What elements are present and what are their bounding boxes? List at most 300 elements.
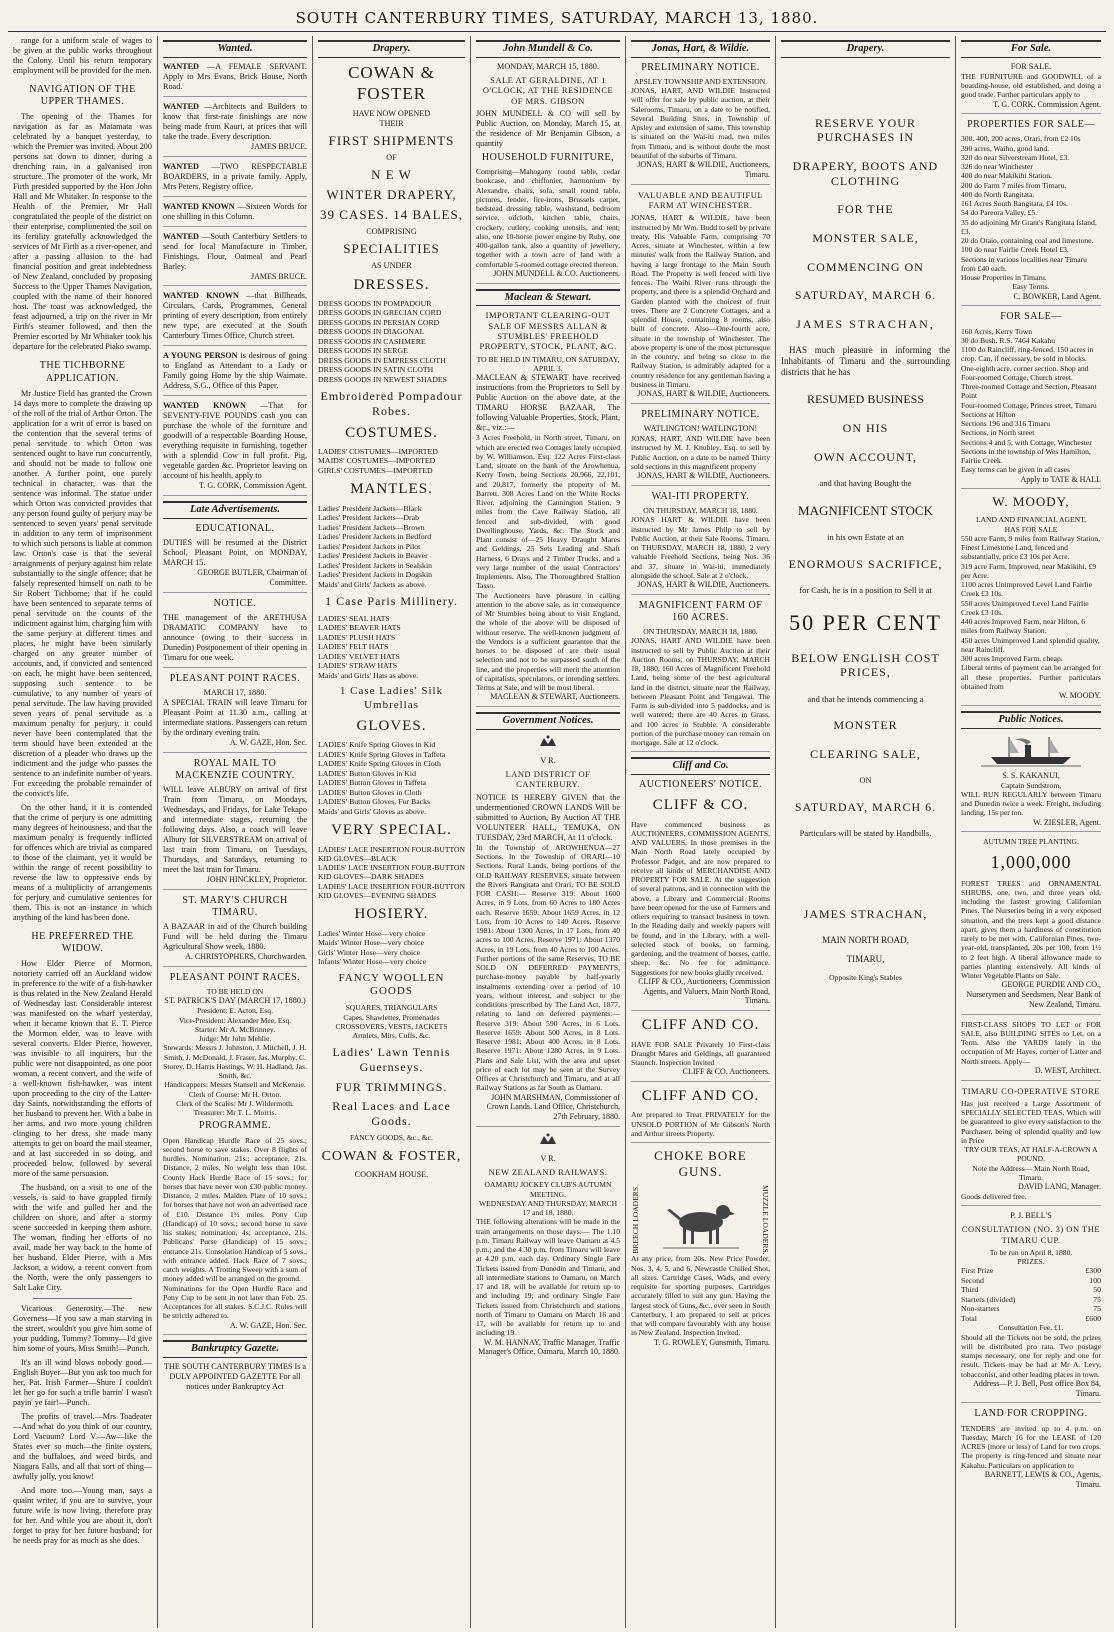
hat-item: LADIES' SEAL HATS <box>318 613 390 623</box>
dresses-list <box>318 299 465 385</box>
ad-signature: GEORGE PURDIE AND CO., Nurserymen and Seedsmen, Near Bank of New Zealand, Timaru. <box>966 980 1101 1009</box>
prize-amount: 100 <box>1089 1275 1101 1285</box>
breech-loaders-label: BREECH LOADERS. <box>631 1185 640 1254</box>
prize-row <box>961 1266 1101 1276</box>
ad-consultation <box>961 1211 1101 1403</box>
ad-title: PRELIMINARY NOTICE. <box>641 61 760 73</box>
wanted-body: —TWO RESPECTABLE BOARDERS, in a private family. Apply, Mrs Peters, Registry office. <box>163 161 307 191</box>
property-item: 440 acres Improved Farm, near Hilton, 6 miles from Railway Station. <box>961 617 1085 636</box>
ad-title: FOR SALE— <box>1000 311 1062 323</box>
intro-line: COMMENCING ON <box>807 259 924 274</box>
intro-paragraph: range for a uniform scale of wages to be given at the public works throughout the Colony. Until his return temporary employment will be provided for the men. <box>13 36 152 75</box>
middle-line: OWN ACCOUNT, <box>813 449 918 464</box>
hosiery-item: Ladies' Winter Hose—very choice <box>318 928 426 938</box>
ad-title: LAND DISTRICT OF CANTERBURY. <box>505 769 591 790</box>
ad-railways <box>476 1132 620 1361</box>
clearing-line: CLEARING SALE, <box>810 746 921 761</box>
mantle-item: Ladies' President Jackets in Sealskin <box>318 560 433 570</box>
ad-body: JONAS, HART AND WILDIE have been instructed to sell by Public Auction at their Auction Rooms, on THURSDAY, MARCH 18, 1880, 160 Acres of Magnificent Freehold Land, being some of the best agricultural land in the district, situate near the Railway, between Pleasant Point and Tengawai. The Farm is sub-divided into 5 paddocks, and is well watered; there are 40 Acres in Grass, and 100 acres in Stubble. A considerable portion of the purchase money can remain on mortgage. Sale at 12 o'clock. <box>631 636 770 748</box>
middle-line: and that having Bought the <box>819 478 912 489</box>
hats-list <box>318 614 465 681</box>
firm-name: COWAN & FOSTER <box>348 62 435 103</box>
property-item: 300, 400, 200 acres, Orari, from £2 10s <box>961 134 1081 144</box>
ad-signature: JOHN HINCKLEY, Proprietor. <box>206 875 307 885</box>
ad-title: MAGNIFICENT FARM OF 160 ACRES. <box>638 599 763 624</box>
property-list <box>961 534 1101 664</box>
ad-body: JONAS, HART & WILDIE, have been instructed by Mr Wm. Budd to sell by private treaty, His Valuable Farm, comprising 70 Acres, situate at Winchester, within a few minutes' walk from the Railway Station, and having a large frontage to the Main South Road. The Property is well fenced with live fences. The Waihi River runs through the property, and there is a splendid Orchard and Garden planted with the choicest of fruit trees. There are 2 Concrete Cottages, and a splendid House, containing 8 rooms, also built of concrete. Also—One-fourth acre, situate in the township of Winchester. The above property is one of the most picturesque in the country, and being so close to the Railway Station, is admirably adapted for a country residence for any gentleman having a business in Timaru. <box>631 213 770 389</box>
programme-footer: Nominations for the Open Hurdle Race and Pony Cup to be sent in not later than Feb. 25. Acceptances for all stakes. S.C.J.C. Rules will be strictly adhered to. <box>163 1283 307 1321</box>
property-item: 390 acres, Waiho, good land. <box>961 143 1050 153</box>
ad-royal-mail <box>163 758 307 890</box>
ship-name: S. S. KAKANUI, <box>1002 770 1060 780</box>
laces-line: Real Laces and Lace Goods. <box>332 1099 451 1128</box>
ship-captain: Captain Sundstrom, <box>1000 780 1062 790</box>
ad-title: PRELIMINARY NOTICE. <box>641 408 760 420</box>
joke-paragraph: And more too.—Young man, says a quaint writer, if you are to survive, your future wife is now living, therefore pray for her. And while you are about it, don't forget to pray for her future husband; for he needs pray for as much as she does. <box>13 1486 152 1546</box>
ad-details: In the Township of AROWHENUA—27 Sections. In the Township of ORARI—10 Sections. Rural Lands, being portions of the OLD RAILWAY RESERVES, situate between the Rivers Rangitata and Orari, TO BE SOLD FOR CASH:— Reserve 319: About 1600 Acres, in 9 Lots, from 60 Acres to 180 Acres each. Reserve 1659: About 1659 Acres, in 12 Lots, from 10 Acres to 140 Acres. Reserve 1981: About 1300 Acres, in 17 Lots, from 40 acres to 100 Acres. Reserve 1971: About 1370 Acres, in 19 Lots, from 40 Acres to 100 Acres. Further portions of the same Reserves, TO BE SOLD ON DEFERRED PAYMENTS, purchase-money payable by half-yearly instalments extending over a period of 10 years, without interest, and subject to the conditions prescribed by The Land Act, 1877, relating to land on deferred payments:— Reserve 319: About 590 Acres, in 6 Lots. Reserve 1659: About 500 Acres, in 8 Lots. Reserve 1981: About 400 Acres, in 8 Lots. Reserve 1971: About 1280 Acres, in 9 Lots. Plans and Sale List, with the area and upset price of each lot may be seen at the Survey Offices at Christchurch and Timaru, and at all Railway Stations as far South as Oamaru. <box>476 842 620 1093</box>
hat-item: LADIES' BEAVER HATS <box>318 623 401 633</box>
woollen-title: FANCY WOOLLEN GOODS <box>338 971 445 997</box>
has-for-sale: HAS FOR SALE <box>1004 524 1058 534</box>
section-heading-public-notices: Public Notices. <box>961 711 1101 729</box>
ad-title: NOTICE. <box>213 597 257 609</box>
firm-name: CLIFF AND CO. <box>641 1088 760 1105</box>
ad-date: WEDNESDAY AND THURSDAY, MARCH 17 and 18, 1880. <box>478 1198 618 1218</box>
agent-name: W. MOODY, <box>992 494 1070 510</box>
article-paragraph: The opening of the Thames for navigation as far as Matamata was celebrated by a banquet yesterday, to which the Premier was invited. About 200 persons sat down to dinner, during a drenching rain, in a galvanised iron structure. The promoter of the work, Mr Firth presided supported by the Hon John Hall and Mr Whitaker. In response to the Health of the Premier, Mr Hall congratulated the people of the district on their enterprise, complimented the soil on its fertility gratefully acknowledged the services of Mr Firth as a river-opener, and after a passing allusion to the bad financial position and great indebtedness of New Zealand, concluded by proposing Success to the Upper Thames Navigation, coupled with the name of their honored host. The toast was acknowledged, the feast adjourned, a trip on the river in Mr Firth's steamer followed, and then the Premier escorted by Mr Whitaker took his departure for the celebrated Piako swamp. <box>13 112 152 352</box>
wanted-ad <box>163 102 307 157</box>
intro-line: AS UNDER <box>371 260 412 270</box>
ad-body: At any price, from 20s. New Price Powder, Nos. 3, 4, 5, and 6, Newcastle Chilled Shot, all sizes. Cartridge Cases, Wads, and every requisite for sporting purposes. Cartridges accurately filled to suit any gun. Having the largest stock of Guns, &c., ever seen in South Canterbury, I am prepared to sell at prices that will compare favourably with any house in New Zealand. Inspection Invited. <box>631 1254 770 1338</box>
property-item: Three-roomed Cottage and Section, Pleasant Point <box>961 382 1097 401</box>
footer-opposite: Opposite King's Stables <box>829 973 902 983</box>
race-officers <box>163 1006 307 1117</box>
dress-item: DRESS GOODS IN EMPRESS CLOTH <box>318 355 446 365</box>
intro-line: N E W <box>371 167 412 183</box>
prize-label: Third <box>961 1285 979 1295</box>
intro-lines <box>318 109 465 270</box>
hat-item: LADIES' FELT HATS <box>318 642 389 652</box>
property-item: 35 do adjoining Mr Grant's Rangitata Island, £3. <box>961 217 1097 236</box>
mantle-item: Ladies' President Jackets—Brown <box>318 522 425 532</box>
woollen-item: Capes, Shawlettes, Promenades <box>343 1012 440 1022</box>
dress-item: DRESS GOODS IN CASHMERE <box>318 336 426 346</box>
wanted-signature: T. G. CORK, Commission Agent. <box>199 481 307 491</box>
column-jonas-cliff <box>626 36 776 1628</box>
ad-body: THE management of the ARETHUSA DRAMATIC COMPANY have to announce (owing to their success in Dunedin) Postponement of their opening in Timaru for one week. <box>163 612 307 662</box>
ad-crown-lands <box>476 734 620 1127</box>
firm-name: CLIFF & CO. <box>652 797 749 814</box>
prizes-table <box>961 1266 1101 1323</box>
costumes-list <box>318 447 465 476</box>
wanted-keyword: WANTED <box>163 101 205 111</box>
section-heading-maclean: Maclean & Stewart. <box>476 289 620 307</box>
ad-body: JONAS HART & WILDIE have been instructed by Mr James Philp to sell by Public Auction, at their Sale Rooms, Timaru, on THURSDAY, MARCH 18, 1880, 2 very valuable Freehold Sections, being Nos. 36 and 37, situate in Wai-iti, immediately alongside the school. Sale at 2 o'clock. <box>631 515 770 580</box>
costume-item: LADIES' COSTUMES—IMPORTED <box>318 446 438 456</box>
ad-signature: Apply to TATE & HALL <box>1020 474 1101 484</box>
dress-item: DRESS GOODS IN SATIN CLOTH <box>318 365 434 375</box>
wanted-keyword: WANTED <box>163 61 207 71</box>
costume-item: GIRLS' COSTUMES—IMPORTED <box>318 465 433 475</box>
column-drapery-cowan <box>313 36 471 1628</box>
ad-signature: CLIFF & CO., Auctioneers, Commission Agents, and Valuers, Main North Road, Timaru. <box>638 976 770 1006</box>
wanted-keyword: WANTED KNOWN <box>163 201 238 211</box>
wanted-keyword: WANTED <box>163 231 203 241</box>
ad-properties <box>961 119 1101 306</box>
ad-title: VALUABLE AND BEAUTIFUL FARM AT WINCHESTER. <box>637 189 764 211</box>
intro-line: OF <box>386 153 397 163</box>
ad-body: Liberal terms of payment can be arranged for all these properties. Further particulars obtained from <box>961 663 1101 691</box>
resumed-business: RESUMED BUSINESS <box>806 392 925 407</box>
wanted-ad <box>163 351 307 396</box>
ad-body: TENDERS are invited up to 4 p.m. on Tuesday, March 16 for the LEASE of 120 ACRES (more or less) of Land for two crops. The property is ring-fenced and situate near Kakahu. Particulars on application to <box>961 1423 1101 1470</box>
clearing-line: ON <box>859 775 872 786</box>
mantle-item: Ladies' President Jackets in Pilot <box>318 541 421 551</box>
ad-for-sale-tate <box>961 311 1101 489</box>
glove-item: LADIES' Button Gloves in Cloth <box>318 787 422 797</box>
dress-item: DRESS GOODS IN PERSIAN CORD <box>318 317 440 327</box>
woollen-list <box>318 1003 465 1040</box>
wanted-ad <box>163 401 307 496</box>
ad-signature: A. W. GAZE, Hon. Sec. <box>229 1320 307 1330</box>
article-paragraph: The husband, on a visit to one of the vessels, is said to have grappled firmly with the wife and pulled her and the children on shore, and after a stormy scene succeeded in keeping them ashore. The woman, finding her efforts of no avail, made her way back to the home of her husband. Elder Pierce, with a Mrs Jackson, a widow, a recent convert from the North, were the only passengers to Salt Lake City. <box>13 1183 152 1293</box>
article-paragraph: On the other hand, it it is contended that the crime of perjury is one admitting many degrees of heinousness, and that the maximum penalty is frequently inflicted for offences which are trivial as compared to those of the claimant, yet it would be within the range of recent possibility to reverse the law to oppressive ends by means of a multiplicity of arrangements for perjury and cumulative sentences for them. This is not an instance in which anything of the kind has been done. <box>13 802 152 922</box>
glove-item: LADIES' Knife Spring Gloves in Taffeta <box>318 749 446 759</box>
fur-line: FUR TRIMMINGS. <box>335 1079 448 1094</box>
masthead: SOUTH CANTERBURY TIMES, SATURDAY, MARCH 13, 1880. <box>8 4 1106 32</box>
firm-name: CLIFF AND CO. <box>641 1017 760 1034</box>
section-heading-mundell: John Mundell & Co. <box>476 40 620 58</box>
fifty-percent: 50 PER CENT <box>789 609 942 635</box>
column-wanted <box>158 36 313 1628</box>
wanted-text <box>163 162 307 192</box>
property-item: 160 Acres, Kerry Town <box>961 326 1033 336</box>
magnificent-stock: MAGNIFICENT STOCK <box>798 502 933 518</box>
ad-signature: W. M. HANNAY, Traffic Manager. Traffic Manager's Office, Oamaru, March 10, 1880. <box>478 1337 620 1357</box>
glove-item: Maids' and Girls' Gloves as above. <box>318 806 427 816</box>
property-item: 20 do Otaio, containing coal and limestone. <box>961 236 1094 246</box>
ad-signature: A. W. GAZE, Hon. Sec. <box>229 737 307 747</box>
ad-subtitle: TO BE HELD ON <box>206 987 264 997</box>
property-item: 400 do near Makikihi Station. <box>961 171 1052 181</box>
strachan-intro: HAS much pleasure in informing the Inhabitants of Timaru and the surrounding districts that he has <box>781 345 950 378</box>
sacrifice-line: for Cash, he is in a position to Sell it at <box>799 585 932 596</box>
footer-address: MAIN NORTH ROAD, <box>822 935 909 946</box>
divider <box>33 1298 132 1299</box>
ad-shops <box>961 1020 1101 1081</box>
royal-crest-icon <box>476 734 620 754</box>
ad-date: ON THURSDAY, MARCH 18, 1880. <box>643 506 758 516</box>
ad-body: NOTICE IS HEREBY GIVEN that the undermentioned CROWN LANDS Will be submitted to Auction, By Auction AT THE VOLUNTEER HALL, TEMUKA, ON TUESDAY, 23rd MARCH, At 11 o'clock. <box>476 792 620 842</box>
hosiery-item: Infants' Winter Hose—very choice <box>318 957 427 967</box>
article-headline: THE TICHBORNE APPLICATION. <box>39 360 126 384</box>
column-drapery-strachan <box>776 36 956 1628</box>
race-officer: Clerk of Course: Mr H. Orton. <box>188 1089 282 1099</box>
article-paragraph: Mr Justice Field has granted the Crown 14 days more to complete the drawing up of the roll of the trial of Arthur Orton. The application for a writ of error is based on the contention that the several terms of penal servitude to which Orton was sentenced ought to have run concurrently, and should not be made to follow one another. A further point, one purely technical in character, was that the sentence was informal. The statue under which Orton was convicted provides that any person found guilty of perjury may be sentenced to seven years' penal servitude in addition to any term of imprisonment to which such persons is liable at common law. Orton's case is that the several arraignments of perjury against him relate substantially to the single offence; that he falsely represented himself on oath to be Sir Robert Tichborne; that if he could have been sentenced to separate terms of penal servitude on the counts of the indictment against him, charging him with the same perjury at different times and places, he might have been similarly charged on any greater number of accounts, and, if convicted and sentenced on each, he might have been sentenced, supposing such sentence to be cumulative, to any number of years of penal servitude. The law having provided seven years of penal servitude as a maximum penalty for perjury, it could never have been contemplated that the term should have been extended at the discretion of a pleader who draws up the indictment and the judge who passes the sentence to an indefinite number of years. For exceeding the probable remainder of the convict's life. <box>13 388 153 798</box>
joke-paragraph: Vicarious Generosity.—The new Governess—If you saw a man starving in the street, wouldn't you give him some of your pudding, Tommy? Tommy—I'd give him some of yours, Miss Smith!—Punch. <box>13 1304 152 1354</box>
wanted-body: —Sixteen Words for one shilling in this Column. <box>163 201 307 221</box>
mantles-title: MANTLES. <box>350 481 433 498</box>
woollen-item: Armlets, Mits, Cuffs, &c. <box>352 1031 431 1041</box>
ad-co-op-store <box>961 1086 1101 1207</box>
clearing-line: BELOW ENGLISH COST PRICES, <box>791 650 940 680</box>
clearing-line: SATURDAY, MARCH 6. <box>794 799 937 814</box>
for-sale-title: FOR SALE. <box>1010 61 1052 71</box>
ad-title: PLEASANT POINT RACES. <box>169 672 301 684</box>
prize-label: Second <box>961 1275 984 1285</box>
ad-body: Have commenced business as AUCTIONEERS, COMMISSION AGENTS, AND VALUERS, In those premises in the Main North Road lately occupied by Professor Padget, and are now prepared to receive all kinds of MERCHANDISE AND PROPERTY FOR SALE. At the suggestion of several patrons, and in connection with the above, a Library and Commercial Rooms have been opened for the use of Farmers and others requiring to transact business in town. In the Reading daily and weekly papers will be found, and in the Library, with a well-selected stock of books, on farming, gardening, and the treatment of horses, cattle, sheep, &c. No fee for admittance. Suggestions for new books gladly received. <box>631 819 770 977</box>
ad-body: Has just received a Large Assortment of SPECIALLY SELECTED TEAS, Which will be guaranteed to give every satisfaction to the Purchaser, being of splendid quality and low in Price <box>961 1098 1101 1145</box>
wanted-signature: JAMES BRUCE. <box>250 141 307 151</box>
ad-body: WILL RUN REGULARLY between Timaru and Dunedin twice a week. Freight, including landing, 15s per ton. <box>961 789 1101 818</box>
section-heading-cliff: Cliff and Co. <box>631 757 770 775</box>
crest-letters: V R. <box>540 1153 556 1163</box>
wanted-body: is desirous of going to England as Attendant to a Lady or Family going Home by the ship Waimate. Address, S.G., Office of this Paper. <box>163 351 307 391</box>
ad-signature: JONAS, HART & WILDIE, Auctioneers. <box>637 580 770 590</box>
ad-subtitle: HOUSEHOLD FURNITURE, <box>481 151 615 163</box>
ad-signature: CLIFF & CO. Auctioneers. <box>682 1067 770 1077</box>
property-item: 319 acre Farm, Improved, near Makikihi, £9 per Acre. <box>961 561 1097 580</box>
mantle-item: Ladies' President Jackets—Drab <box>318 513 420 523</box>
sacrifice-lines <box>781 532 950 595</box>
footer-firm: COWAN & FOSTER, <box>321 1148 462 1164</box>
wanted-body: —that Billheads, Circulars, Cards, Programmes, General printing of every description, from entirely new type, are executed at the South Canterbury Times Office, Church street. <box>163 291 307 341</box>
woollen-item: SQUARES, TRIANGULARS <box>345 1003 438 1013</box>
prize-label: Non-starters <box>961 1304 1000 1314</box>
hosiery-item: Girls' Winter Hose—very choice <box>318 947 421 957</box>
intro-line: FOR THE <box>837 202 894 217</box>
ad-body: Are prepared to Treat PRIVATELY for the UNSOLD PORTION of Mr Gibson's North and Arthur streets Property. <box>631 1110 770 1138</box>
newspaper-columns <box>8 36 1106 1628</box>
property-item: 1100 do Raincliff, ring-fenced. 150 acres in crop. Can, if necessary, be sold in blocks. <box>961 345 1094 364</box>
intro-lines <box>781 116 950 303</box>
umbrellas-line: 1 Case Ladies' Silk Umbrellas <box>339 685 444 711</box>
wanted-ad <box>163 202 307 227</box>
intro-line: WINTER DRAPERY, <box>326 186 457 202</box>
ad-title: LAND FOR CROPPING. <box>974 1408 1088 1420</box>
wanted-text <box>163 351 307 391</box>
glove-item: LADIES' Button Gloves, Fur Backs <box>318 797 431 807</box>
millinery-line: 1 Case Paris Millinery. <box>325 594 458 609</box>
joke-paragraph: It's an ill wind blows nobody good.—English Buyer—But you ask too much for her, Pat. Irish Farmer—Shure I couldn't let her go for such a trifle barrin' I wasn't payin' ye fair!—Punch. <box>13 1358 152 1408</box>
ad-body: FOREST TREES and ORNAMENTAL SHRUBS, one, two, and three years old, including the fastest growing Californian Pines. The Nurseries being in a very exposed situation, and the trees kept a good distance apart, gives them a hardiness of constitution rarely to be met with. Californian Pines, two-year-old, transplanted, 20s per 100, from 1½ to 2 feet high. A liberal allowance made to parties planting extensively. All kinds of Winter Vegetable Plants on Sale. <box>961 878 1101 981</box>
ad-land-cropping <box>961 1408 1101 1493</box>
wanted-keyword: WANTED <box>163 161 212 171</box>
ad-signature: JOHN MUNDELL & CO. Auctioneers. <box>493 268 620 278</box>
ad-title: ROYAL MAIL TO MACKENZIE COUNTRY. <box>175 757 295 781</box>
prize-row <box>961 1285 1101 1295</box>
programme-title: PROGRAMME. <box>199 1120 271 1132</box>
section-heading-late-ads: Late Advertisements. <box>163 501 307 519</box>
ad-date: MARCH 17, 1880. <box>203 687 267 697</box>
hosiery-list <box>318 929 465 967</box>
ad-date: MONDAY, MARCH 15, 1880. <box>497 61 599 71</box>
ad-body: JONAS, HART, AND WILDIE Instructed will offer for sale by public auction, at their Salerooms, Timaru, on a date to be notified, Several Building Sites, in Township of Apsley and extension of same. This township is situated on the Wai-iti road, two miles from Timaru, and is without doubt the most beautiful of the suburbs of Timaru. <box>631 86 770 160</box>
article-headline: HE PREFERRED THE WIDOW. <box>31 930 134 954</box>
wanted-keyword: WANTED KNOWN <box>163 291 247 301</box>
ad-signature: Address—P. J. Bell, Post office Box 84, Timaru. <box>973 1378 1101 1398</box>
ad-signature: DAVID LANG, Manager. <box>1018 1182 1101 1192</box>
sacrifice-line: in his own Estate at an <box>827 532 904 543</box>
ad-title: P. J. BELL'S <box>1010 1211 1052 1221</box>
property-item: Sections at Hilton <box>961 409 1016 419</box>
property-item: 300 acres Improved Farm, cheap. <box>961 654 1063 664</box>
prize-row <box>961 1276 1101 1286</box>
intro-line: DRAPERY, BOOTS AND CLOTHING <box>792 159 939 188</box>
wanted-ad <box>163 162 307 197</box>
intro-line: COMPRISING <box>366 226 417 236</box>
hosiery-item: Maids' Winter Hose—very choice <box>318 938 424 948</box>
glove-item: LADIES' Knife Spring Gloves in Kid <box>318 740 436 750</box>
ad-races-train <box>163 673 307 753</box>
ad-signature: JONAS, HART & WILDIE, Auctioneers, Timaru. <box>637 160 770 179</box>
section-heading-for-sale: For Sale. <box>961 40 1101 58</box>
race-officer: Starter: Mr A. McBrinney. <box>194 1024 276 1034</box>
ad-signature: JONAS, HART & WILDIE, Auctioneers. <box>637 471 770 481</box>
glove-item: LADIES' Button Gloves in Kid <box>318 768 416 778</box>
costumes-title: COSTUMES. <box>345 424 438 441</box>
steamship-icon <box>981 733 1081 767</box>
mantle-item: Ladies' President Jackets in Dogskin <box>318 570 433 580</box>
property-item: 320 do near Silverstream Hotel, £3. <box>961 152 1070 162</box>
mantle-item: Ladies' President Jackets—Black <box>318 503 422 513</box>
ad-bazaar <box>163 895 307 967</box>
ad-races-programme <box>163 972 307 1335</box>
ad-tree-planting <box>961 837 1101 1014</box>
ad-subtitle: OAMARU JOCKEY CLUB'S AUTUMN MEETING. <box>484 1180 612 1199</box>
ad-cliff-notice <box>631 779 770 1011</box>
intro-line: FIRST SHIPMENTS <box>328 133 455 149</box>
ad-terms: Easy Terms. <box>1012 282 1050 292</box>
wanted-text <box>163 202 307 222</box>
hat-item: Maids' and Girls' Hats as above. <box>318 670 419 680</box>
hat-item: LADIES' PLUSH HATS <box>318 632 396 642</box>
hat-item: LADIES' STRAW HATS <box>318 661 398 671</box>
mantles-list <box>318 504 465 590</box>
ad-body: FIRST-CLASS SHOPS TO LET or FOR SALE, also BUILDING SITES to Let, on a Term. Also the YARDS lately in the occupation of Mr Hayes, corner of Latter and North streets. Apply— <box>961 1019 1101 1066</box>
programme-body: Open Handicap Hurdle Race of 25 sovs.; second horse to save stakes. Over 8 flights of hurdles. Nomination, 21s.; acceptance, 21s. Distance, 2 miles. No weight less than 10st. County Hack Hurdle Race of 15 sovs.; for horses that have never won £30 public money. Distance, 2 miles. Maiden Plate of 10 sovs.; for horses that have not won an advertised race of £10. Distance 1½ miles. Pony Cup (Handicap) of 10 sovs.; second horse to save his stakes; nomination, 4s; acceptance, 21s. Publicans' Purse (Handicap) of 15 sovs.; entrance 21s. Consolation Handicap of 5 sovs., with entrance added. Hack Race of 7 sovs.; catch weights. A Trotting Sweep with a sum of money added will be arranged on the ground. <box>163 1135 307 1284</box>
intro-line: MONSTER SALE, <box>812 230 919 245</box>
prize-amount: £600 <box>1085 1313 1101 1323</box>
article-headline: NAVIGATION OF THE UPPER THAMES. <box>29 84 136 108</box>
intro-line: SPECIALITIES <box>343 240 440 256</box>
property-item: Sections in the township of Wes Hamilton, Fairlie Creek. <box>961 446 1091 466</box>
ad-items: 3 Acres Freehold, in North street, Timaru, on which are erected two Cottages lately occupied by W. Williamson, Esq. 122 Acres First-class Land, situate on the bank of the Arowhenua, Kerry Town, being Sections 20,966, 22,101, and 20,817, formerly the property of M. Barrett. 308 Acres Land on the White Rocks River, adjoining the Cannington Station, 9 miles from the Cave Railway Station, all fenced and sub-divided, with good Dwellinghouse, Yards, &c. The Stock and Plant consist of—25 Heavy Draught Mares and Geldings, 25 Sets Leading and Shaft Harness, 6 Drays and 2 Timber Trucks, and a very large number of the usual Contractors' Implements. Also, The Thoroughbred Stallion Tasso. <box>476 433 620 591</box>
special-item: LADIES' LACE INSERTION FOUR-BUTTON KID GLOVES—EVENING SHADES <box>318 881 465 900</box>
fancy-line: FANCY GOODS, &c., &c. <box>350 1133 433 1143</box>
ad-body: JONAS, HART, AND WILDIE have been instructed by M. J. Knubley, Esq. to sell by Public Auction, on a date to be named Thirty sold sections in this magnificent property <box>631 434 770 471</box>
ad-cliff-property <box>631 1087 770 1143</box>
ad-maclean-sale <box>476 310 620 707</box>
property-item: 161 Acres South Rangitata, £4 10s. <box>961 199 1068 209</box>
property-item: 30 do Bush, R.S. 7464 Kakahu <box>961 335 1056 345</box>
clearing-line: and that he intends commencing a <box>807 693 924 704</box>
ad-body: JOHN MUNDELL & CO will sell by Public Auction, on Monday, March 15, at the residence of Mr Benjamin Gibson, a quantity <box>476 108 620 148</box>
ad-mundell-sale <box>476 62 620 284</box>
wanted-body: —South Canterbury Settlers to send for local Manufacture in Timber, Finishings, Flour, Oatmeal and Pearl Barley. <box>163 231 307 271</box>
ad-subtitle: APSLEY TOWNSHIP AND EXTENSION. <box>633 76 768 86</box>
clearing-lines <box>781 651 950 815</box>
muzzle-loaders-label: MUZZLE LOADERS. <box>761 1184 770 1255</box>
fee-line: Consultation Fee, £1. <box>998 1323 1064 1333</box>
property-item: 200 do Farm 7 miles from Timaru. <box>961 180 1067 190</box>
ad-footer: The Auctioneers have pleasure in calling attention to the above sale, as in consequence of Mr Stumbles being about to visit England, the whole of the above will be disposed of without reserve. The well-known judgment of the Vendors is a sufficient guarantee that the horses to be disposed of are their usual selection and not to be surpassed south of the line, and the properties will merit the attention of capitalists, speculators, or intending settlers. Terms at Sale, and will be most liberal. <box>476 590 620 693</box>
news-articles <box>13 84 152 1293</box>
ad-title: WAI-ITI PROPERTY. <box>651 490 750 502</box>
dog-illustration-icon <box>661 1188 741 1252</box>
race-officer: Vice-President: Alexander Mee, Esq. <box>178 1015 292 1025</box>
handbills-note: Particulars will be stated by Handbills. <box>799 828 932 839</box>
ad-watlington <box>631 409 770 486</box>
ad-title: AUTUMN TREE PLANTING. <box>983 837 1079 847</box>
ad-body: Should all the Tickets not be sold, the prizes will be distributed pro rata. Two postage stamps necessary, one for reply and one for result. Tickets may be had at Mr A. Levy, tobacconist, and other leading places in town. <box>961 1332 1101 1379</box>
section-heading-jonas: Jonas, Hart, & Wildie. <box>631 40 770 58</box>
hosiery-title: HOSIERY. <box>354 906 429 923</box>
ad-moody <box>961 494 1101 705</box>
property-item: Four-roomed Cottage, Princes street, Timaru <box>961 400 1097 410</box>
ad-body: A SPECIAL TRAIN will leave Timaru for Pleasant Point at 11.30 a.m., calling at intermediate stations. Passengers can return by the ordinary evening train. <box>163 697 307 737</box>
ad-signature: JOHN MARSHMAN, Commissioner of Crown Lands. Land Office, Christchurch, 27th February, 1880. <box>486 1092 620 1121</box>
prize-label: Starters (divided) <box>961 1294 1016 1304</box>
special-item: LADIES' LACE INSERTION FOUR-BUTTON KID GLOVES—BLACK <box>318 844 465 863</box>
wanted-ad <box>163 62 307 97</box>
ad-magnificent-farm <box>631 600 770 753</box>
ad-body: THE following alterations will be made in the train arrangements on those days:— The 1.10 p.m. Timaru Railway will leave Oamaru at 4.5 p.m.; and the 4.30 p.m. from Timaru will leave at 4.20 p.m. each day. Ordinary Single Fare Tickets issued from Dunedin and Timaru, and all intermediate stations to Oamaru, on March 17 and 18, will be available for return up to and including 19; and ordinary Single Fare Tickets issued from Christchurch and stations north of Timaru to Oamaru on March 16 and 17, will be available for return up to and including 19. <box>476 1217 620 1338</box>
intro-line: THEIR <box>379 119 404 129</box>
ad-title: IMPORTANT CLEARING-OUT SALE OF MESSRS ALLAN & STUMBLES' FREEHOLD PROPERTY, STOCK, PLANT, &C. <box>479 310 617 352</box>
ad-when: TO BE HELD IN TIMARU, ON SATURDAY, APRIL 3. <box>476 354 620 374</box>
prize-amount: 75 <box>1093 1294 1101 1304</box>
ad-date: ON THURSDAY, MARCH 18, 1880. <box>643 627 758 637</box>
ad-educational <box>163 523 307 593</box>
wanted-text <box>163 401 307 481</box>
ad-title: AUCTIONEERS' NOTICE. <box>639 779 762 791</box>
hat-item: LADIES' VELVET HATS <box>318 651 400 661</box>
robes-line: Embroidered Pompadour Robes. <box>320 389 463 418</box>
ad-steamer <box>961 733 1101 833</box>
middle-line: ON HIS <box>842 420 889 435</box>
dresses-title: DRESSES. <box>353 276 430 293</box>
property-item: 400 do North Rangitata. <box>961 189 1035 199</box>
ad-subtitle: WATLINGTON! WATLINGTON! <box>643 424 758 434</box>
ad-title: PLEASANT POINT RACES. <box>169 971 301 983</box>
property-list <box>961 134 1101 282</box>
ad-cowan-foster <box>318 63 465 1184</box>
ad-signature: W. MOODY. <box>1058 691 1101 701</box>
property-item: Sections 4 and 5, with Cottage, Winchester <box>961 437 1092 447</box>
ad-items: Comprising—Mahogany round table, cedar bookcase, and chiffonier, harmonium by Alexandre, chairs, sofa, small round table, pictures, fender, fire-irons, Brussels carpet, bedstead dressing table, washstand, bedroom service, oilcloth, kitchen table, chairs, crockery, cutlery, cooking utensils, and tent; also, one 10-horse power engine by Ruby, one 400-gallon tank, also a quantity of jewellery, together with a town acre of land with a comfortable 5-roomed cottage erected thereon. <box>476 167 620 269</box>
crest-letters: V R. <box>540 756 556 766</box>
prize-amount: 50 <box>1093 1285 1101 1295</box>
wanted-ads <box>163 62 307 496</box>
column-auctions <box>471 36 626 1628</box>
ad-body: THE FURNITURE and GOODWILL of a boarding-house, old established, and doing a good trade. Further particulars apply to <box>961 71 1101 100</box>
ad-title: SALE AT GERALDINE, AT 1 O'CLOCK, AT THE RESIDENCE OF MRS. GIBSON <box>482 74 614 106</box>
property-item: 550 acres Unimproved Level Land Fairlie Creek £3 10s. <box>961 598 1089 617</box>
gazette-notice: THE SOUTH CANTERBURY TIMES Is a DULY APPOINTED GAZETTE For all notices under Bankruptcy Act <box>163 1362 307 1392</box>
ad-title: NEW ZEALAND RAILWAYS. <box>488 1166 608 1177</box>
prize-label: Total <box>961 1313 977 1323</box>
ad-body: A BAZAAR in aid of the Church building Fund will be held during the Timaru Agricultural Show week, 1880. <box>163 922 307 952</box>
ad-signature: T. G. CORK. Commission Agent. <box>993 99 1101 109</box>
dress-item: DRESS GOODS IN GRECIAN CORD <box>318 308 442 318</box>
property-item: 450 acres Unimproved Land splendid quality, near Raincliff. <box>961 635 1100 654</box>
ad-signature: C. BOWKER, Land Agent. <box>1013 291 1101 301</box>
wanted-text <box>163 62 307 92</box>
wanted-keyword: WANTED KNOWN <box>163 401 261 411</box>
wanted-text <box>163 291 307 341</box>
ad-signature: MACLEAN & STEWART, Auctioneers. <box>490 692 620 702</box>
